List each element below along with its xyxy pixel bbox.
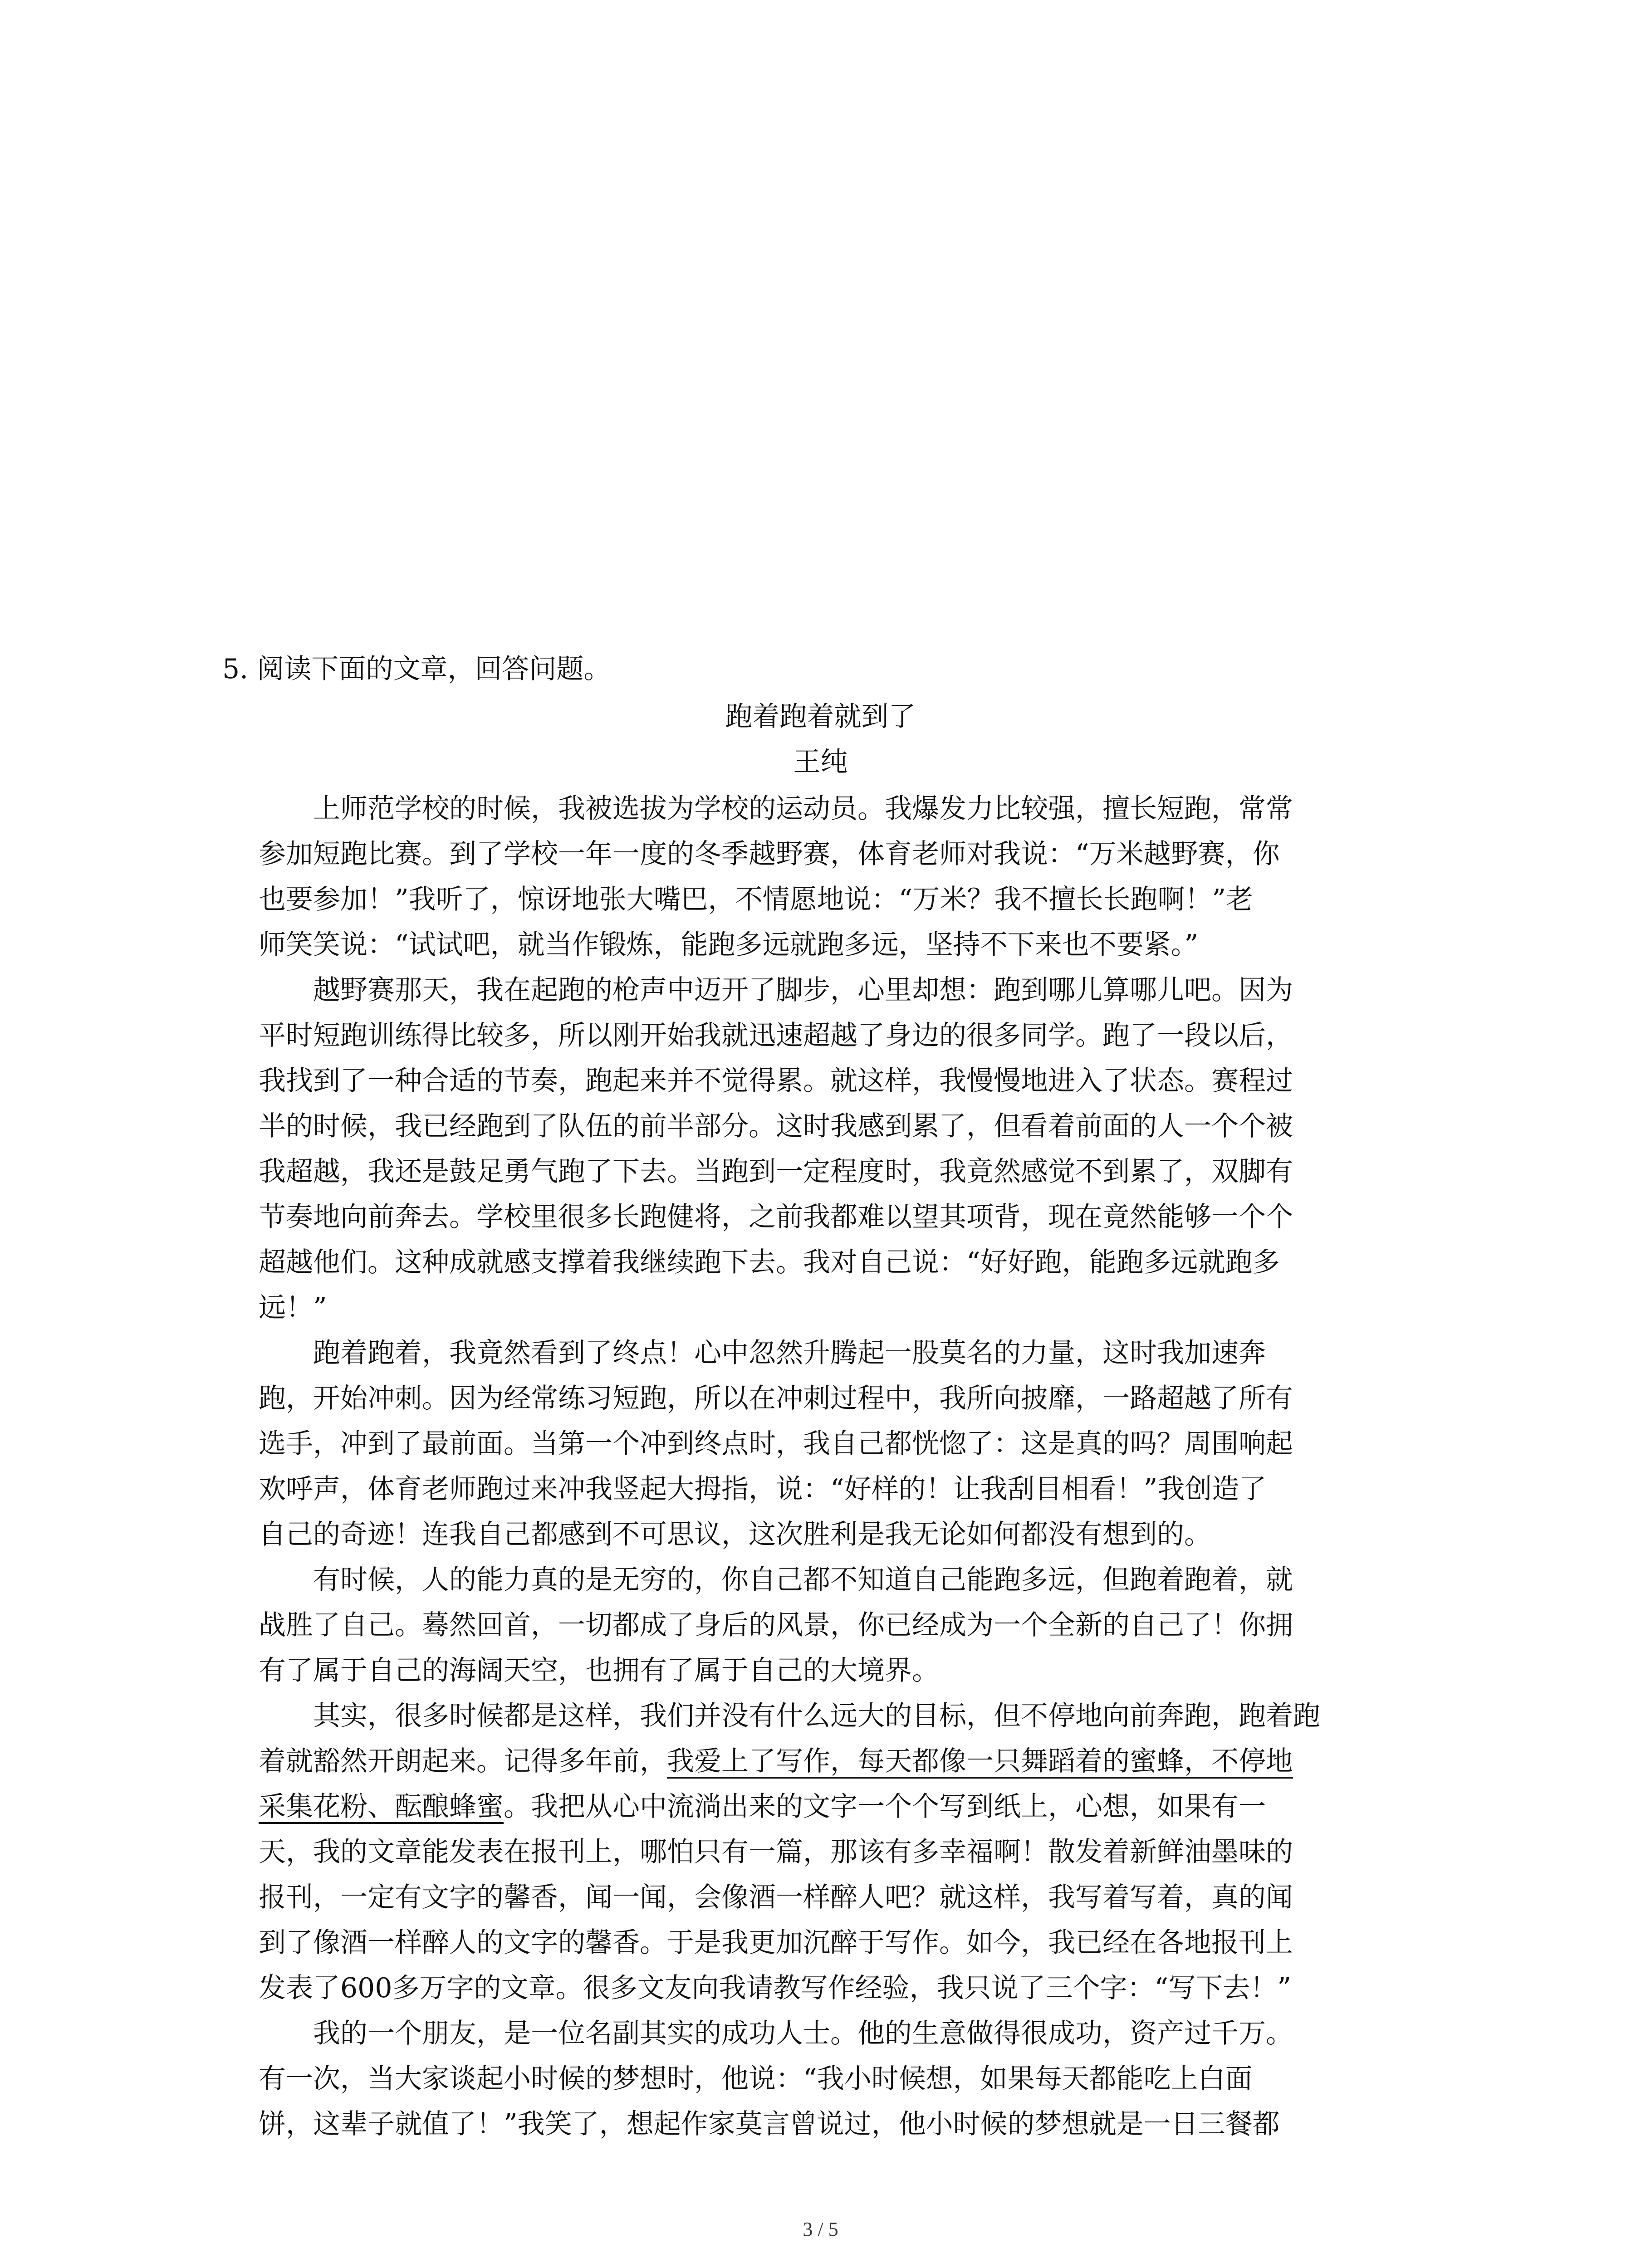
text-line: 远！” — [259, 1292, 327, 1324]
text-line: 超越他们。这种成就感支撑着我继续跑下去。我对自己说：“好好跑，能跑多远就跑多 — [259, 1246, 1280, 1278]
text-line: 选手，冲到了最前面。当第一个冲到终点时，我自己都恍惚了：这是真的吗？周围响起 — [259, 1428, 1293, 1460]
article-author: 王纯 — [793, 746, 848, 778]
text-line: 自己的奇迹！连我自己都感到不可思议，这次胜利是我无论如何都没有想到的。 — [259, 1519, 1211, 1550]
text-line: 师笑笑说：“试试吧，就当作锻炼，能跑多远就跑多远，坚持不下来也不要紧。” — [259, 929, 1199, 961]
text-line: 我超越，我还是鼓足勇气跑了下去。当跑到一定程度时，我竟然感觉不到累了，双脚有 — [259, 1156, 1293, 1188]
text-line: 战胜了自己。蓦然回首，一切都成了身后的风景，你已经成为一个全新的自己了！你拥 — [259, 1609, 1293, 1641]
text-line — [259, 1739, 1438, 1784]
page-number: 3 / 5 — [803, 2218, 838, 2240]
text-line — [259, 1784, 1438, 1829]
text-segment: 。我把从心中流淌出来的文字一个个写到纸上，心想，如果有一 — [504, 1791, 1266, 1823]
text-line: 到了像酒一样醉人的文字的馨香。于是我更加沉醉于写作。如今，我已经在各地报刊上 — [259, 1927, 1293, 1959]
text-line: 上师范学校的时候，我被选拔为学校的运动员。我爆发力比较强，擅长短跑，常常 — [259, 793, 1293, 825]
text-line: 有时候，人的能力真的是无穷的，你自己都不知道自己能跑多远，但跑着跑着，就 — [259, 1564, 1293, 1596]
text-line: 发表了600多万字的文章。很多文友向我请教写作经验，我只说了三个字：“写下去！” — [259, 1972, 1291, 2004]
text-line: 也要参加！”我听了，惊讶地张大嘴巴，不情愿地说：“万米？我不擅长长跑啊！”老 — [259, 884, 1254, 915]
text-line: 其实，很多时候都是这样，我们并没有什么远大的目标，但不停地向前奔跑，跑着跑 — [259, 1700, 1320, 1732]
article-title: 跑着跑着就到了 — [725, 701, 916, 733]
underlined-sentence: 我爱上了写作，每天都像一只舞蹈着的蜜蜂，不停地 — [667, 1745, 1293, 1777]
text-line: 有了属于自己的海阔天空，也拥有了属于自己的大境界。 — [259, 1655, 939, 1686]
text-line: 跑着跑着，我竟然看到了终点！心中忽然升腾起一股莫名的力量，这时我加速奔 — [259, 1337, 1266, 1369]
text-line: 我找到了一种合适的节奏，跑起来并不觉得累。就这样，我慢慢地进入了状态。赛程过 — [259, 1065, 1293, 1097]
text-line: 有一次，当大家谈起小时候的梦想时，他说：“我小时候想，如果每天都能吃上白面 — [259, 2063, 1253, 2095]
text-line: 参加短跑比赛。到了学校一年一度的冬季越野赛，体育老师对我说：“万米越野赛，你 — [259, 838, 1280, 870]
text-line: 节奏地向前奔去。学校里很多长跑健将，之前我都难以望其项背，现在竟然能够一个个 — [259, 1201, 1293, 1233]
text-line: 饼，这辈子就值了！”我笑了，想起作家莫言曾说过，他小时候的梦想就是一日三餐都 — [259, 2108, 1280, 2140]
text-segment: 着就豁然开朗起来。记得多年前， — [259, 1745, 667, 1777]
text-line: 报刊，一定有文字的馨香，闻一闻，会像酒一样醉人吧？就这样，我写着写着，真的闻 — [259, 1882, 1293, 1913]
text-line: 越野赛那天，我在起跑的枪声中迈开了脚步，心里却想：跑到哪儿算哪儿吧。因为 — [259, 974, 1293, 1006]
question-heading: 5. 阅读下面的文章，回答问题。 — [222, 653, 611, 685]
text-line: 平时短跑训练得比较多，所以刚开始我就迅速超越了身边的很多同学。跑了一段以后， — [259, 1020, 1293, 1051]
text-line: 天，我的文章能发表在报刊上，哪怕只有一篇，那该有多幸福啊！散发着新鲜油墨味的 — [259, 1836, 1293, 1868]
text-line: 我的一个朋友，是一位名副其实的成功人士。他的生意做得很成功，资产过千万。 — [259, 2018, 1293, 2049]
article-body — [259, 786, 1438, 2147]
text-line: 跑，开始冲刺。因为经常练习短跑，所以在冲刺过程中，我所向披靡，一路超越了所有 — [259, 1383, 1293, 1414]
text-line: 半的时候，我已经跑到了队伍的前半部分。这时我感到累了，但看着前面的人一个个被 — [259, 1110, 1293, 1142]
text-line: 欢呼声，体育老师跑过来冲我竖起大拇指，说：“好样的！让我刮目相看！”我创造了 — [259, 1473, 1267, 1505]
underlined-sentence: 采集花粉、酝酿蜂蜜 — [259, 1791, 504, 1823]
